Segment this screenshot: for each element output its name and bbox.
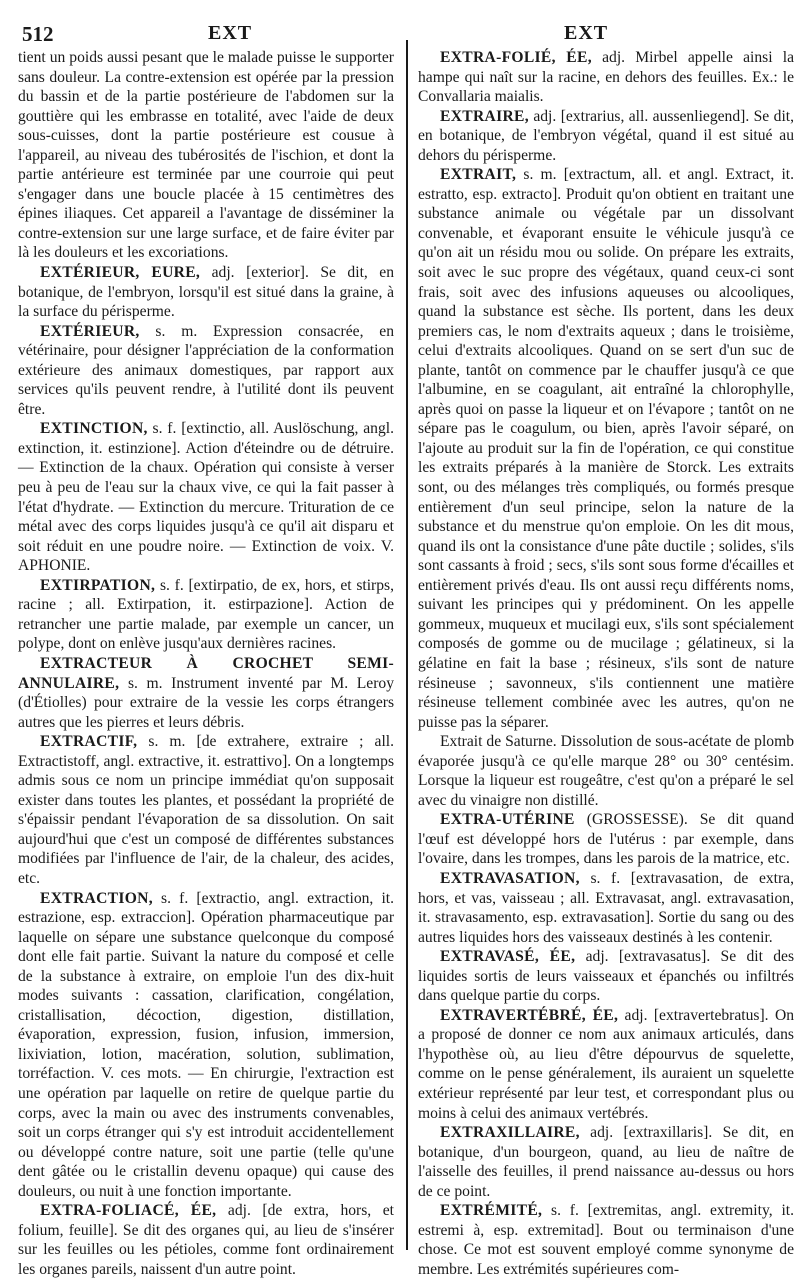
entry-extraxillaire: EXTRAXILLAIRE, adj. [extraxillaris]. Se dit, en botanique, d'un bourgeon, quand, au lieu de naître de l'aisselle des feuilles, il prend naissance au-dessus ou hors de ce point.	[418, 1124, 795, 1200]
entry-exterieur-adj: EXTÉRIEUR, EURE, adj. [exterior]. Se dit, en botanique, de l'embryon, lorsqu'il est situé dans la graine, à la surface du périsperme.	[18, 264, 395, 321]
left-column	[18, 48, 404, 1279]
entry-extractif: EXTRACTIF, s. m. [de extrahere, extraire ; all. Extractistoff, angl. extractive, it. estrattivo]. On a longtemps admis sous ce nom un principe immédiat qu'on supposait exister dans toutes les plantes, et possédant la propriété de s'épaissir pendant l'évaporation de sa dissolution. On sait aujourd'hui que c'est un composé de différentes substances modifiées par l'influence de l'air, de la chaleur, des acides, etc.	[18, 733, 395, 887]
entry-extinction: EXTINCTION, s. f. [extinctio, all. Auslöschung, angl. extinction, it. estinzione]. Action d'éteindre ou de détruire. — Extinction de la chaux. Opération qui consiste à verser peu à peu de l'eau sur la chaux vive, ce qui la fait passer à l'état d'hydrate. — Extinction du mercure. Trituration de ce métal avec des corps liquides jusqu'à ce qu'il ait disparu et soit réduit en une poudre noire. — Extinction de voix. V. APHONIE.	[18, 420, 395, 575]
headword: EXTIRPATION,	[40, 576, 156, 594]
entry-extraire: EXTRAIRE, adj. [extrarius, all. aussenliegend]. Se dit, en botanique, de l'embryon végétal, quand il est situé au dehors du périsperme.	[418, 107, 795, 164]
headword: EXTRA-FOLIÉ, ÉE,	[440, 49, 592, 66]
headword: EXTÉRIEUR, EURE,	[40, 264, 201, 282]
headword: EXTRAVASATION,	[440, 869, 580, 887]
entry-extrait: EXTRAIT, s. m. [extractum, all. et angl. Extract, it. estratto, esp. extracto]. Produit qu'on obtient en traitant une substance animale ou végétale par un dissolvant convenable, et évaporant ensuite le véhicule jusqu'à ce qu'on ait un résidu mou ou solide. On prépare les extraits, soit avec le suc propre des végétaux, quand ceux-ci sont frais, soit avec des infusions aqueuses ou alcooliques, quand la substance est sèche. Ils portent, dans les deux premiers cas, le nom d'extraits aqueux ; dans le troisième, celui d'extraits alcooliques. Quand on se sert d'un suc de plante, tantôt on commence par le chauffer jusqu'à ce que l'albumine, en se coagulant, ait entraîné la chlorophylle, après quoi on passe la liqueur et on l'évapore ; tantôt on ne sépare pas le coagulum, ou bien, après l'avoir séparé, on l'ajoute au produit sur la fin de l'opération, ce qui constitue les extraits préparés à la manière de Storck. Les extraits sont, ou des mélanges très compliqués, ou formés presque entièrement d'un seul principe, selon la nature de la substance et du menstrue qu'on emploie. On les dit mous, quand ils ont la consistance d'une pâte ductile ; solides, s'ils sont cassants à froid ; secs, s'ils sont sous forme d'écailles et entièrement privés d'eau. Ils ont aussi reçu différents noms, suivant les principes qui y prédominent. On les appelle gommeux, muqueux et mucilagi eux, s'ils sont spécialement composés de gomme ou de mucilage ; gélatineux, si la gélatine en fait la base ; résineux, s'ils sont de nature résineuse ; savonneux, s'ils contiennent une matière résineuse tellement combinée avec les autres, qu'on ne puisse pas la séparer.	[418, 166, 795, 731]
entry-exterieur-noun: EXTÉRIEUR, s. m. Expression consacrée, en vétérinaire, pour désigner l'appréciation de la conformation extérieure des animaux domestiques, par rapport aux services qu'ils peuvent rendre, à l'utilité dont ils peuvent être.	[18, 322, 395, 418]
entry-extravase: EXTRAVASÉ, ÉE, adj. [extravasatus]. Se dit des liquides sortis de leurs vaisseaux et épanchés ou infiltrés dans quelque partie du corps.	[418, 948, 795, 1005]
headword: EXTRACTION,	[40, 889, 153, 907]
headword: EXTRA-UTÉRINE	[440, 811, 575, 829]
running-head-right: EXT	[564, 22, 609, 44]
entry-extra-foliace: EXTRA-FOLIACÉ, ÉE, adj. [de extra, hors, et folium, feuille]. Se dit des organes qui, au lieu de s'insérer sur les feuilles ou les pétioles, comme font ordinairement les organes pareils, naissent d'un autre point.	[18, 1202, 395, 1278]
headword: EXTINCTION,	[40, 420, 148, 438]
entry-extra-folie: EXTRA-FOLIÉ, ÉE, adj. Mirbel appelle ainsi la hampe qui naît sur la racine, en dehors des feuilles. Ex.: le Convallaria maialis.	[418, 49, 795, 106]
entry-extracteur: EXTRACTEUR À CROCHET SEMI-ANNULAIRE, s. m. Instrument inventé par M. Leroy (d'Étiolles) pour extraire de la vessie les corps étrangers autres que les pierres et leurs débris.	[18, 654, 395, 731]
entry-extrait-de-saturne: Extrait de Saturne. Dissolution de sous-acétate de plomb évaporée jusqu'à ce qu'elle marque 28° ou 30° centésim. Lorsque la liqueur est rougeâtre, c'est qu'on a préparé le sel avec du vinaigre non distillé.	[418, 733, 795, 809]
right-column	[414, 48, 794, 1279]
entry-extirpation: EXTIRPATION, s. f. [extirpatio, de ex, hors, et stirps, racine ; all. Extirpation, it. estirpazione]. Action de retrancher une partie malade, par exemple un cancer, un polype, dont on enlève jusqu'aux dernières racines.	[18, 576, 395, 653]
running-head-left: EXT	[208, 22, 253, 44]
entry-extremite: EXTRÉMITÉ, s. f. [extremitas, angl. extremity, it. estremi à, esp. extremitad]. Bout ou terminaison d'une chose. Ce mot est souvent employé comme synonyme de membre. Les extrémités supérieures com-	[418, 1202, 795, 1278]
entry-extravertebre: EXTRAVERTÉBRÉ, ÉE, adj. [extravertebratus]. On a proposé de donner ce nom aux animaux articulés, dans l'hypothèse où, au lieu d'être dépourvus de squelette, comme on le pense généralement, ils auraient un squelette extérieur représenté par leur test, et correspondant plus ou moins à celui des animaux vertébrés.	[418, 1006, 795, 1122]
entry-extra-uterine: EXTRA-UTÉRINE (GROSSESSE). Se dit quand l'œuf est développé hors de l'utérus : par exemple, dans l'ovaire, dans les trompes, dans les parois de la matrice, etc.	[418, 811, 795, 868]
page-number: 512	[22, 22, 54, 46]
headword: EXTÉRIEUR,	[40, 322, 140, 340]
headword: EXTRA-FOLIACÉ, ÉE,	[40, 1202, 217, 1220]
entry-continuation: tient un poids aussi pesant que le malade puisse le supporter sans douleur. La contre-extension est opérée par la pression du bassin et de la partie postérieure de l'abdomen sur la gouttière qui les embrasse en totalité, avec l'aide de deux sous-cuisses, dont la partie postérieure est cousue à l'appareil, au niveau des tubérosités de l'ischion, et dont la partie antérieure est terminée par une courroie qui peut s'engager dans une boucle placée à 15 centimètres des épines iliaques. Cet appareil a l'avantage de disséminer la contre-extension sur une large surface, et de faire éviter par là les douleurs et les excoriations.	[18, 49, 395, 262]
headword: EXTRAVERTÉBRÉ, ÉE,	[440, 1006, 619, 1024]
headword: EXTRAIRE,	[440, 107, 529, 125]
headword: EXTRAXILLAIRE,	[440, 1124, 580, 1142]
entry-extravasation: EXTRAVASATION, s. f. [extravasation, de extra, hors, et vas, vaisseau ; all. Extravasat, angl. extravasation, it. stravasamento, esp. extravasation]. Sortie du sang ou des autres liquides hors des vaisseaux destinés à les contenir.	[418, 869, 795, 946]
headword: EXTRAIT,	[440, 166, 517, 184]
headword: EXTRÉMITÉ,	[440, 1202, 543, 1220]
headword: EXTRACTEUR À CROCHET SEMI-ANNULAIRE,	[18, 654, 395, 692]
headword: EXTRAVASÉ, ÉE,	[440, 948, 576, 966]
headword: EXTRACTIF,	[40, 733, 138, 751]
page-header	[18, 14, 794, 48]
entry-extraction: EXTRACTION, s. f. [extractio, angl. extraction, it. estrazione, esp. extraccion]. Opération pharmaceutique par laquelle on sépare une substance quelconque du composé dont elle fait partie. Suivant la nature du composé et celle de la substance à extraire, on emploie l'un des dix-huit modes suivants : cassation, clarification, congélation, cristallisation, décoction, digestion, distillation, évaporation, expression, fusion, infusion, immersion, lixiviation, lotion, macération, solution, sublimation, torréfaction. V. ces mots. — En chirurgie, l'extraction est une opération par laquelle on retire de quelque partie du corps, avec la main ou avec des instruments convenables, soit un corps étranger qui s'y est introduit accidentellement ou développé contre nature, soit une partie (telle qu'une dent gâtée ou le cristallin devenu opaque) qui cause des douleurs, ou nuit à une fonction importante.	[18, 889, 395, 1200]
column-divider	[406, 40, 408, 1250]
two-column-body	[18, 48, 794, 1279]
